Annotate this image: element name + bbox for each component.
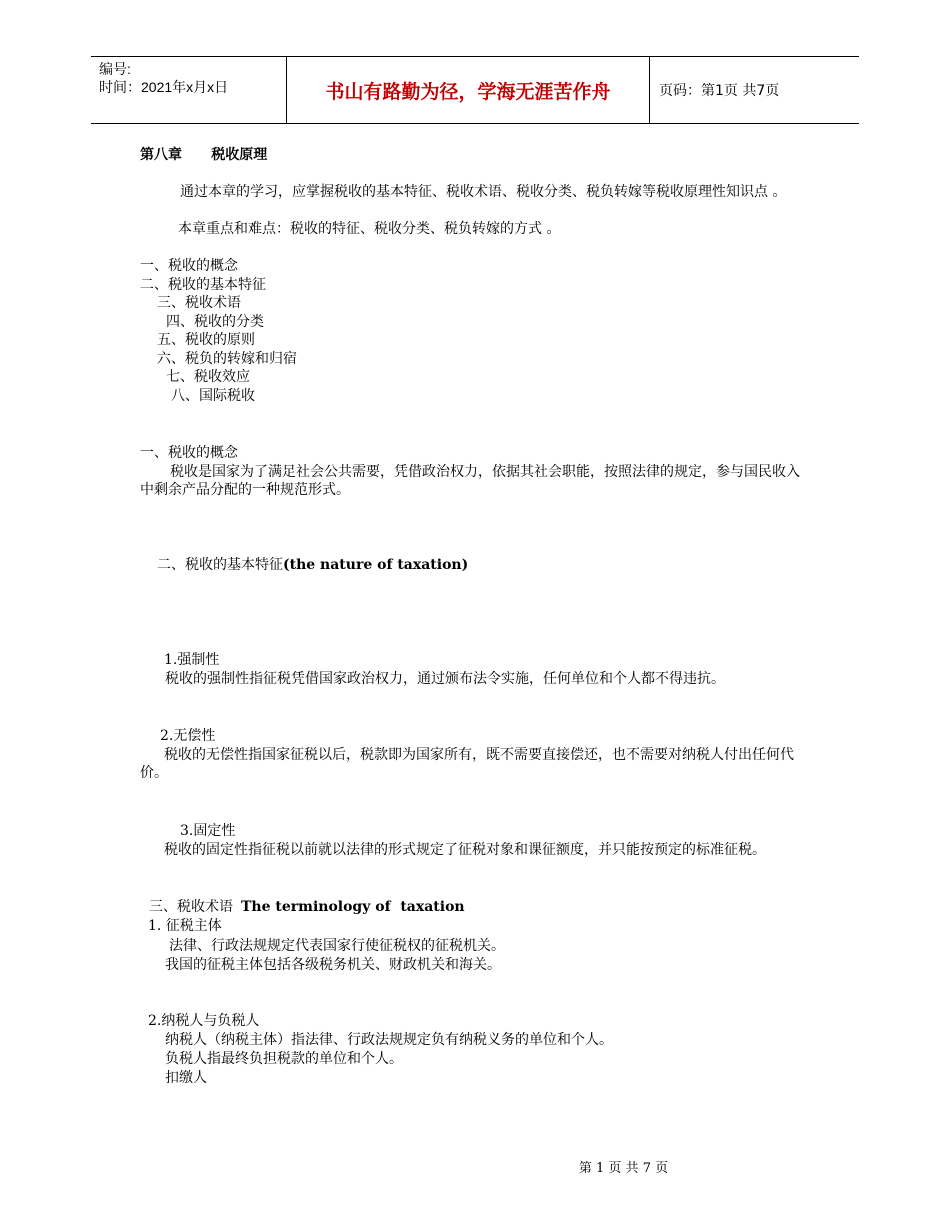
feature3-title: 3.固定性 (180, 823, 236, 839)
toc-item-8: 八、国际税收 (171, 388, 255, 404)
toc-item-1: 一、税收的概念 (140, 258, 238, 274)
term2-line1: 纳税人（纳税主体）指法律、行政法规规定负有纳税义务的单位和个人。 (165, 1032, 613, 1048)
feature1-title: 1.强制性 (164, 652, 220, 668)
term2-title: 2.纳税人与负税人 (148, 1013, 260, 1029)
intro-paragraph-2: 本章重点和难点：税收的特征、税收分类、税负转嫁的方式 。 (178, 221, 561, 237)
section3-title-cn: 三、税收术语 (149, 899, 233, 915)
toc-item-6: 六、税负的转嫁和归宿 (157, 351, 297, 367)
section1-body: 税收是国家为了满足社会公共需要，凭借政治权力，依据其社会职能，按照法律的规定，参与国民收入中剩余产品分配的一种规范形式。 (140, 464, 800, 498)
section3-title (149, 898, 465, 916)
section1-title: 一、税收的概念 (140, 445, 238, 461)
section3-title-en: The terminology of taxation (241, 899, 465, 915)
toc-item-5: 五、税收的原则 (157, 332, 255, 348)
term1-line1: 法律、行政法规规定代表国家行使征税权的征税机关。 (169, 938, 505, 954)
term2-line2: 负税人指最终负担税款的单位和个人。 (165, 1051, 403, 1067)
header-table (91, 56, 859, 124)
feature3-body: 税收的固定性指征税以前就以法律的形式规定了征税对象和课征额度，并只能按预定的标准征税。 (164, 842, 766, 858)
number-label: 编号: (99, 61, 131, 77)
feature1-body: 税收的强制性指征税凭借国家政治权力，通过颁布法令实施，任何单位和个人都不得违抗。 (165, 671, 725, 687)
term2-line3: 扣缴人 (165, 1070, 207, 1086)
toc-item-3: 三、税收术语 (157, 295, 241, 311)
section2-title-cn: 二、税收的基本特征 (157, 557, 283, 573)
header-left-cell (99, 60, 284, 96)
time-label: 时间：2021年x月x日 (99, 79, 229, 95)
chapter-title: 第八章 税收原理 (140, 147, 268, 163)
toc-item-2: 二、税收的基本特征 (140, 277, 266, 293)
term1-title: 1. 征税主体 (148, 918, 222, 934)
section2-title-en: (the nature of taxation) (283, 557, 469, 573)
term1-line2: 我国的征税主体包括各级税务机关、财政机关和海关。 (165, 957, 501, 973)
section2-title (157, 556, 468, 574)
intro-paragraph-1: 通过本章的学习，应掌握税收的基本特征、税收术语、税收分类、税负转嫁等税收原理性知识点 。 (180, 184, 787, 200)
header-divider-2 (649, 57, 650, 123)
toc-item-4: 四、税收的分类 (166, 314, 264, 330)
feature2-title: 2.无偿性 (160, 728, 216, 744)
header-motto: 书山有路勤为径，学海无涯苦作舟 (325, 80, 611, 103)
page-footer: 第 1 页 共 7 页 (578, 1161, 669, 1176)
toc-item-7: 七、税收效应 (166, 369, 250, 385)
feature2-body: 税收的无偿性指国家征税以后，税款即为国家所有，既不需要直接偿还，也不需要对纳税人付出任何代价。 (140, 747, 794, 781)
header-page-info: 页码：第1页 共7页 (659, 83, 780, 99)
